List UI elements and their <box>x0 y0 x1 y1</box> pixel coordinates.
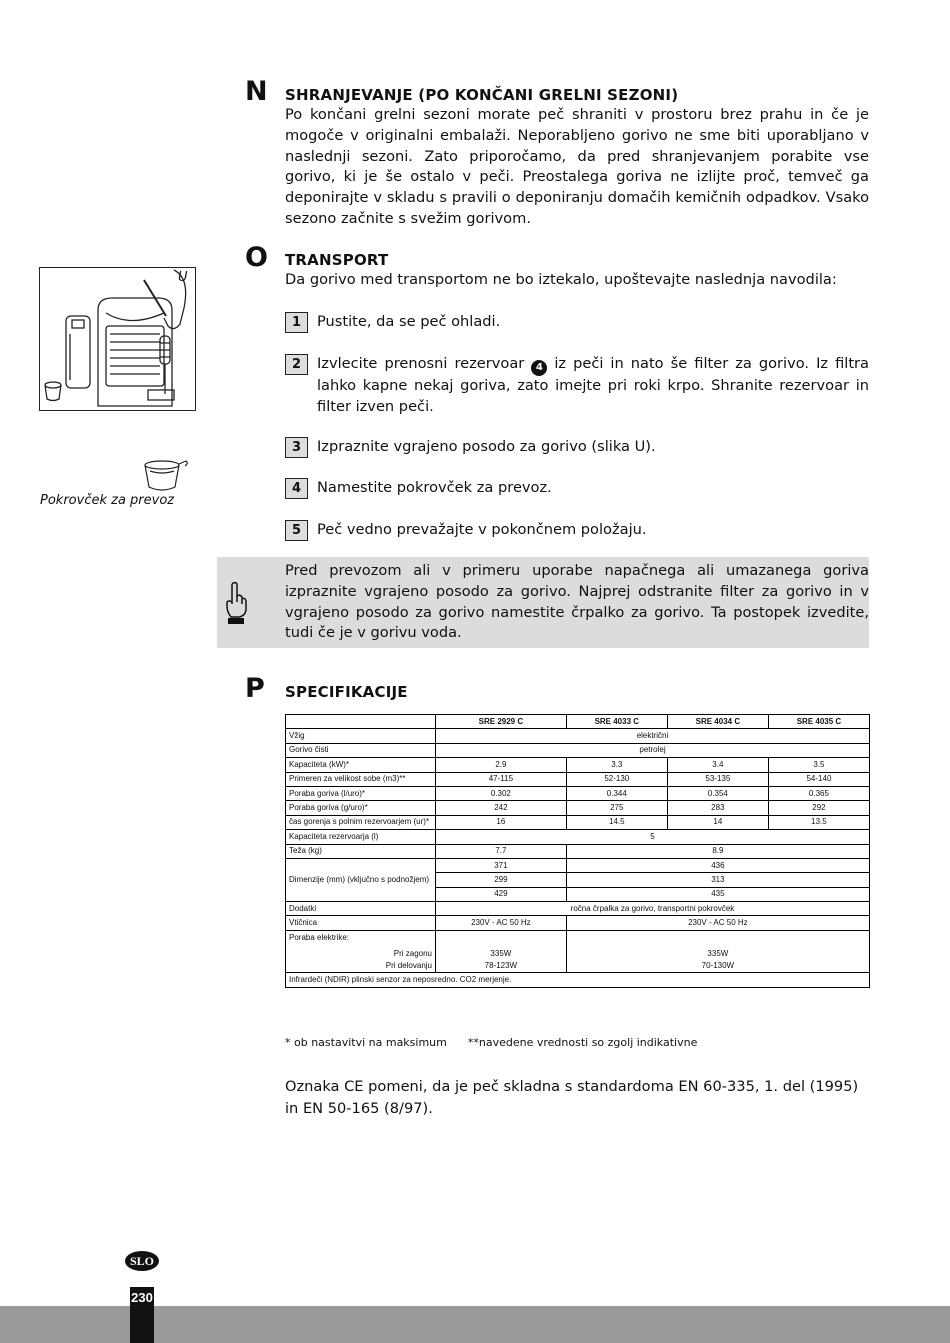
table-cell: 429 <box>436 887 567 901</box>
table-cell: 0.344 <box>566 786 667 800</box>
table-cell: 313 <box>566 873 869 887</box>
step-number: 1 <box>285 312 308 333</box>
section-letter-p: P <box>245 673 265 704</box>
row-label: Kapaciteta (kW)* <box>286 758 436 772</box>
table-cell: 78-123W <box>436 959 567 973</box>
row-label: Pri delovanju <box>286 959 436 973</box>
table-row <box>286 844 870 858</box>
model-header: SRE 4033 C <box>566 715 667 729</box>
pointing-hand-icon <box>223 580 249 626</box>
table-cell: 371 <box>436 858 567 872</box>
table-cell: 0.365 <box>768 786 869 800</box>
part-number-badge: 4 <box>531 360 547 376</box>
model-header: SRE 4034 C <box>667 715 768 729</box>
row-label: Dodatki <box>286 902 436 916</box>
step-text: Pustite, da se peč ohladi. <box>317 313 501 330</box>
table-cell: 7.7 <box>436 844 567 858</box>
section-intro-transport: Da gorivo med transportom ne bo iztekalo, upoštevajte naslednja navodila: <box>285 271 837 288</box>
section-letter-n: N <box>245 76 268 107</box>
warning-note-text: Pred prevozom ali v primeru uporabe napačnega ali umazanega goriva izpraznite vgrajeno posodo za gorivo. Najprej odstranite filter za gorivo in v vgrajeno posodo za gorivo namestite črpalko za gorivo. Ta postopek izvedite, tudi če je v gorivu voda. <box>285 562 869 642</box>
table-header-row <box>286 715 870 729</box>
specifications-table <box>285 714 870 988</box>
section-title-storage: SHRANJEVANJE (PO KONČANI GRELNI SEZONI) <box>285 86 679 104</box>
row-label: Poraba goriva (g/uro)* <box>286 801 436 815</box>
electricity-start-label: Pri zagonu <box>393 948 432 958</box>
table-cell: 230V - AC 50 Hz <box>566 916 869 930</box>
table-cell: 242 <box>436 801 567 815</box>
table-cell: 0.354 <box>667 786 768 800</box>
table-cell: 3.5 <box>768 758 869 772</box>
row-label: Primeren za velikost sobe (m3)** <box>286 772 436 786</box>
table-cell: 299 <box>436 873 567 887</box>
table-cell: 3.4 <box>667 758 768 772</box>
table-cell: 435 <box>566 887 869 901</box>
table-cell: ročna črpalka za gorivo, transportni pokrovček <box>436 902 870 916</box>
table-row <box>286 858 870 872</box>
figure-u <box>39 267 196 411</box>
step-number: 2 <box>285 354 308 375</box>
table-cell: 54-140 <box>768 772 869 786</box>
ce-statement: Oznaka CE pomeni, da je peč skladna s standardoma EN 60-335, 1. del (1995) in EN 50-165 (8/97). <box>285 1078 859 1117</box>
table-cell: 8.9 <box>566 844 869 858</box>
section-letter-o: O <box>245 242 268 273</box>
step-number: 5 <box>285 520 308 541</box>
table-cell: 436 <box>566 858 869 872</box>
step-number: 4 <box>285 478 308 499</box>
table-cell: 52-130 <box>566 772 667 786</box>
table-cell: 47-115 <box>436 772 567 786</box>
model-header: SRE 4035 C <box>768 715 869 729</box>
sensor-note-cell: Infrardeči (NDIR) plinski senzor za neposredno. CO2 merjenje. <box>286 973 870 987</box>
table-row <box>286 801 870 815</box>
row-label <box>286 930 436 959</box>
row-label: Vžig <box>286 729 436 743</box>
table-cell: 2.9 <box>436 758 567 772</box>
table-cell: 53-135 <box>667 772 768 786</box>
section-title-specs: SPECIFIKACIJE <box>285 683 408 701</box>
table-cell: 230V - AC 50 Hz <box>436 916 567 930</box>
step-text: Izpraznite vgrajeno posodo za gorivo (slika U). <box>317 438 656 455</box>
table-cell: 292 <box>768 801 869 815</box>
heater-drain-illustration <box>40 268 195 410</box>
page-number: 230 <box>131 1290 153 1305</box>
footnote-indicative: **navedene vrednosti so zgolj indikativne <box>467 1036 698 1049</box>
table-cell: 5 <box>436 830 870 844</box>
table-row <box>286 729 870 743</box>
table-row <box>286 815 870 829</box>
row-label: Teža (kg) <box>286 844 436 858</box>
table-row <box>286 830 870 844</box>
section-body-storage: Po končani grelni sezoni morate peč shraniti v prostoru brez prahu in če je mogoče v originalni embalaži. Neporabljeno gorivo ne sme biti uporabljano v naslednji sezoni. Zato priporočamo, da pred shranjevanjem porabite vse gorivo, ki je še ostalo v peči. Preostalega goriva ne izlijte proč, temveč ga deponirajte v skladu s pravili o deponiranju domačih kemičnih odpadkov. Vsako sezono začnite s svežim gorivom. <box>285 106 869 227</box>
step-text <box>317 354 869 418</box>
table-cell: 14 <box>667 815 768 829</box>
language-badge: SLO <box>125 1251 159 1271</box>
model-header: SRE 2929 C <box>436 715 567 729</box>
table-cell: 13.5 <box>768 815 869 829</box>
table-cell: 70-130W <box>566 959 869 973</box>
table-cell: električni <box>436 729 870 743</box>
step-number: 3 <box>285 437 308 458</box>
table-row <box>286 930 870 959</box>
row-label: Dimenzije (mm) (vključno s podnožjem) <box>286 858 436 901</box>
footnote-max: * ob nastavitvi na maksimum <box>285 1036 447 1049</box>
table-cell: 275 <box>566 801 667 815</box>
table-row <box>286 902 870 916</box>
footnotes <box>285 1036 697 1049</box>
transport-cap-icon <box>140 457 190 495</box>
table-row <box>286 973 870 987</box>
step-text-part: Izvlecite prenosni rezervoar <box>317 355 525 372</box>
table-cell: 335W <box>436 930 567 959</box>
table-row <box>286 772 870 786</box>
row-label: Vtičnica <box>286 916 436 930</box>
table-cell <box>286 715 436 729</box>
row-label: čas gorenja s polnim rezervoarjem (ur)* <box>286 815 436 829</box>
row-label: Gorivo čisti <box>286 743 436 757</box>
table-cell: 335W <box>566 930 869 959</box>
table-row <box>286 916 870 930</box>
table-row <box>286 758 870 772</box>
row-label: Poraba goriva (l/uro)* <box>286 786 436 800</box>
table-cell: 283 <box>667 801 768 815</box>
table-cell: 16 <box>436 815 567 829</box>
figure-caption: Pokrovček za prevoz <box>40 493 175 508</box>
step-text-part: iz peči in nato še filter za gorivo. Iz filtra lahko kapne nekaj goriva, zato imejte pri roki krpo. Shranite rezervoar in filter izven peči. <box>317 355 869 415</box>
table-cell: petrolej <box>436 743 870 757</box>
figure-label: U <box>178 270 188 285</box>
table-row <box>286 786 870 800</box>
electricity-label: Poraba elektrike: <box>289 932 350 942</box>
table-cell: 3.3 <box>566 758 667 772</box>
table-row <box>286 743 870 757</box>
row-label: Kapaciteta rezervoarja (l) <box>286 830 436 844</box>
step-text: Peč vedno prevažajte v pokončnem položaju. <box>317 521 647 538</box>
step-text: Namestite pokrovček za prevoz. <box>317 479 552 496</box>
section-title-transport: TRANSPORT <box>285 251 389 269</box>
table-cell: 14.5 <box>566 815 667 829</box>
table-cell: 0.302 <box>436 786 567 800</box>
table-row <box>286 959 870 973</box>
